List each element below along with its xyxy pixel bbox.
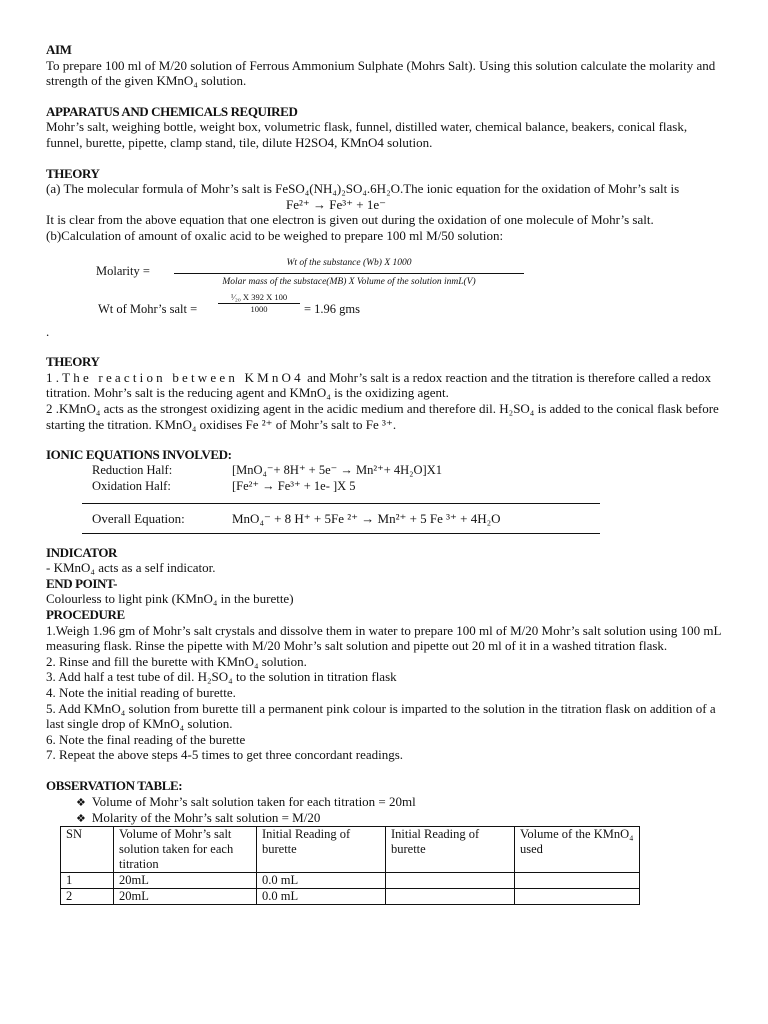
table-cell [386, 872, 515, 888]
weight-lhs: Wt of Mohr’s salt = [98, 301, 198, 316]
observation-heading: OBSERVATION TABLE: [46, 778, 183, 793]
table-cell: 0.0 mL [257, 888, 386, 904]
molarity-numerator: Wt of the substance (Wb) X 1000 [174, 256, 524, 275]
molarity-fraction [174, 256, 524, 291]
divider [82, 533, 600, 534]
list-item [76, 794, 726, 810]
ionic-equations-table [92, 463, 442, 495]
reduction-label: Reduction Half: [92, 462, 173, 477]
overall-equation-text: MnO₄⁻ + 8 H⁺ + 5Fe ²⁺ → Mn²⁺ + 5 Fe ³⁺ + 4H₂O [232, 510, 501, 526]
table-cell [515, 872, 640, 888]
aim-text: To prepare 100 ml of M/20 solution of Ferrous Ammonium Sulphate (Mohrs Salt). Using this solution calculate the molarity and strength of the given KMnO₄ solution. [46, 57, 716, 89]
ionic-heading: IONIC EQUATIONS INVOLVED: [46, 447, 232, 463]
overall-label: Overall Equation: [92, 510, 185, 526]
bullet-text: Volume of Mohr’s salt solution taken for each titration = 20ml [91, 793, 416, 809]
theory-line-b: (b)Calculation of amount of oxalic acid to be weighed to prepare 100 ml M/50 solution: [46, 227, 504, 243]
procedure-heading: PROCEDURE [46, 607, 125, 623]
weight-formula [46, 292, 726, 324]
ionic-row [92, 463, 442, 479]
weight-result: = 1.96 gms [304, 301, 361, 316]
bullet-text: Molarity of the Mohr’s salt solution = M/20 [91, 809, 321, 825]
theory-heading-2: THEORY [46, 354, 100, 370]
apparatus-heading: APPARATUS AND CHEMICALS REQUIRED [46, 103, 298, 119]
header-cell: SN [61, 826, 114, 872]
document-page [46, 42, 726, 905]
aim-heading: AIM [46, 42, 72, 57]
reduction-equation: [MnO₄⁻+ 8H⁺ + 5e⁻ → Mn²⁺+ 4H₂O]X1 [232, 462, 442, 477]
theory-point-1 [46, 370, 726, 401]
table-cell [515, 888, 640, 904]
procedure-step: 3. Add half a test tube of dil. H₂SO₄ to the solution in titration flask [46, 669, 397, 685]
header-cell: Volume of the KMnO₄ used [515, 826, 640, 872]
diamond-bullet-icon: ❖ [76, 796, 86, 809]
indicator-heading: INDICATOR [46, 544, 118, 560]
overall-equation [46, 501, 726, 535]
theory-point-1-spaced: 1.The reaction between KMnO4 [46, 369, 304, 385]
oxidation-equation: Fe²⁺ → Fe³⁺ + 1e⁻ [286, 196, 386, 212]
molarity-lhs: Molarity = [96, 263, 150, 278]
table-cell: 20mL [114, 872, 257, 888]
oxidation-equation-half: [Fe²⁺ → Fe³⁺ + 1e- ]X 5 [232, 478, 356, 493]
oxidation-label: Oxidation Half: [92, 478, 171, 493]
molarity-formula [46, 256, 726, 292]
procedure-step: 6. Note the final reading of the burette [46, 731, 246, 747]
theory-point-2: 2 .KMnO₄ acts as the strongest oxidizing agent in the acidic medium and therefore dil. H₂SO₄ is added to the conical flask before starting the titration. KMnO₄ oxidises Fe ²⁺ of Mohr’s salt to Fe ³⁺. [46, 400, 719, 432]
weight-fraction [218, 292, 300, 315]
procedure-step: 5. Add KMnO₄ solution from burette till a permanent pink colour is imparted to the solution in the titration flask on addition of a last single drop of KMnO₄ solution. [46, 700, 716, 732]
table-cell: 1 [61, 872, 114, 888]
theory-line-a: (a) The molecular formula of Mohr’s salt is FeSO₄(NH₄)₂SO₄.6H₂O.The ionic equation for the oxidation of Mohr’s salt is [46, 181, 680, 197]
table-row [61, 888, 640, 904]
header-cell: Initial Reading of burette [257, 826, 386, 872]
endpoint-text: Colourless to light pink (KMnO₄ in the burette) [46, 591, 294, 607]
table-row [61, 872, 640, 888]
table-cell: 2 [61, 888, 114, 904]
table-cell: 20mL [114, 888, 257, 904]
divider [82, 503, 600, 504]
weight-denominator: 1000 [250, 303, 268, 314]
theory-paragraph: It is clear from the above equation that one electron is given out during the oxidation of one molecule of Mohr’s salt. [46, 212, 654, 228]
molarity-denominator: Molar mass of the substace(MB) X Volume of the solution inmL(V) [222, 277, 476, 288]
header-cell: Initial Reading of burette [386, 826, 515, 872]
procedure-step: 7. Repeat the above steps 4-5 times to get three concordant readings. [46, 747, 404, 763]
weight-numerator: ¹⁄₂₀ X 392 X 100 [218, 292, 300, 304]
diamond-bullet-icon: ❖ [76, 812, 86, 825]
procedure-step: 1.Weigh 1.96 gm of Mohr’s salt crystals and dissolve them in water to prepare 100 ml of M/20 Mohr’s salt solution using 100 mL measuring flask. Rinse the pipette with M/20 Mohr’s salt solution and pipette out 20 ml of it in a washed titration flask. [46, 622, 721, 654]
table-header-row [61, 826, 640, 872]
table-cell: 0.0 mL [257, 872, 386, 888]
apparatus-text: Mohr’s salt, weighing bottle, weight box, volumetric flask, funnel, distilled water, chemical balance, beakers, conical flask, funnel, burette, pipette, clamp stand, tile, dilute H2SO4, KMnO4 solution. [46, 119, 688, 150]
theory-heading: THEORY [46, 165, 100, 181]
observation-bullets [76, 794, 726, 826]
observation-table [60, 826, 640, 905]
indicator-text: - KMnO₄ acts as a self indicator. [46, 560, 216, 576]
theory-point-1-rest: and Mohr’s salt is a redox reaction and the titration is therefore called a redox titration. Mohr’s salt is the reducing agent and KMnO₄ is the oxidizing agent. [46, 369, 712, 401]
procedure-step: 4. Note the initial reading of burette. [46, 685, 236, 701]
stray-dot: . [46, 323, 50, 339]
table-cell [386, 888, 515, 904]
header-cell: Volume of Mohr’s salt solution taken for each titration [114, 826, 257, 872]
procedure-step: 2. Rinse and fill the burette with KMnO₄ solution. [46, 653, 307, 669]
endpoint-heading: END POINT- [46, 575, 118, 591]
ionic-row [92, 479, 442, 495]
list-item [76, 810, 726, 826]
